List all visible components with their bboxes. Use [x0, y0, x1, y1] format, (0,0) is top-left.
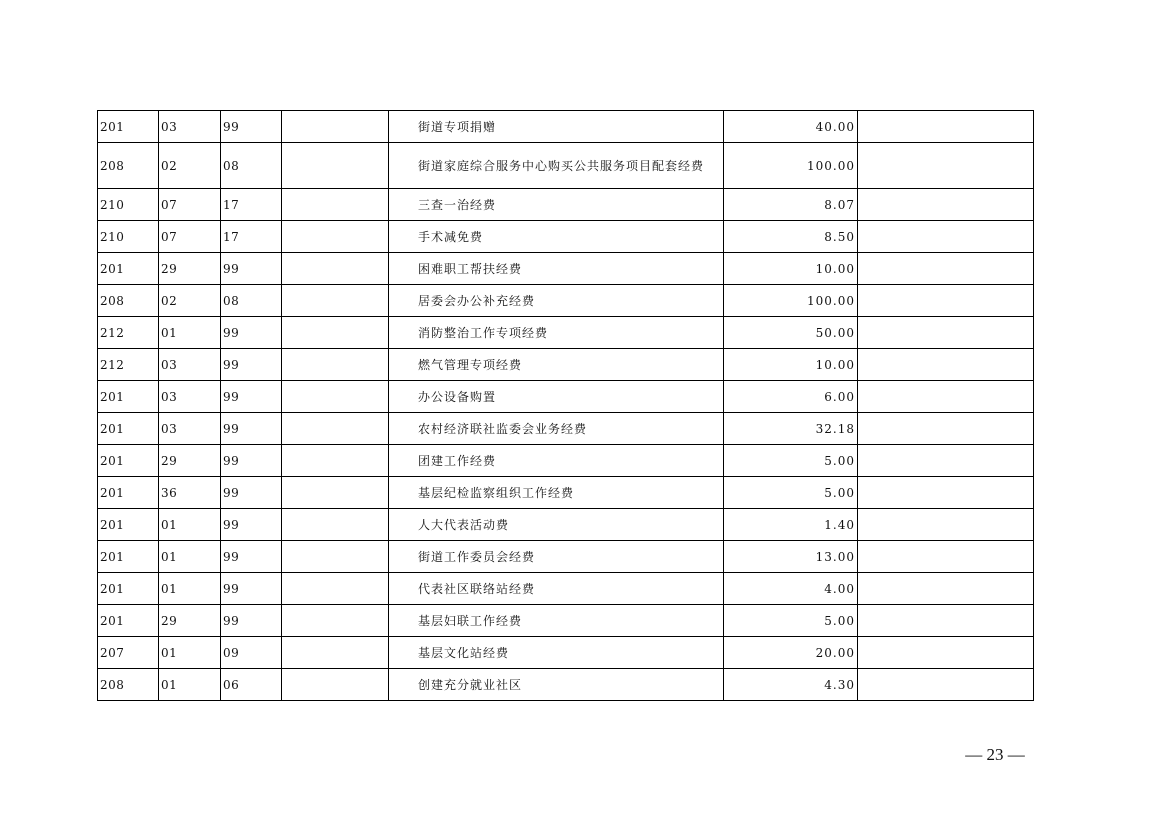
note-cell: [858, 221, 1034, 253]
blank-cell: [282, 189, 389, 221]
item-code-cell: 17: [221, 189, 282, 221]
item-name-cell: 办公设备购置: [389, 381, 724, 413]
blank-cell: [282, 669, 389, 701]
item-code-cell: 99: [221, 509, 282, 541]
blank-cell: [282, 541, 389, 573]
class-code-cell: 201: [98, 541, 159, 573]
amount-cell: 5.00: [724, 477, 858, 509]
item-code-cell: 06: [221, 669, 282, 701]
class-code-cell: 208: [98, 669, 159, 701]
section-code-cell: 01: [159, 541, 221, 573]
blank-cell: [282, 253, 389, 285]
class-code-cell: 201: [98, 477, 159, 509]
note-cell: [858, 285, 1034, 317]
section-code-cell: 01: [159, 317, 221, 349]
note-cell: [858, 509, 1034, 541]
amount-cell: 8.07: [724, 189, 858, 221]
amount-cell: 10.00: [724, 349, 858, 381]
table-row: [98, 413, 1034, 445]
class-code-cell: 201: [98, 111, 159, 143]
budget-table: [97, 110, 1034, 701]
section-code-cell: 02: [159, 285, 221, 317]
item-name-cell: 街道工作委员会经费: [389, 541, 724, 573]
class-code-cell: 210: [98, 221, 159, 253]
blank-cell: [282, 349, 389, 381]
note-cell: [858, 111, 1034, 143]
item-code-cell: 99: [221, 445, 282, 477]
amount-cell: 100.00: [724, 143, 858, 189]
item-code-cell: 09: [221, 637, 282, 669]
blank-cell: [282, 509, 389, 541]
table-row: [98, 509, 1034, 541]
blank-cell: [282, 605, 389, 637]
blank-cell: [282, 381, 389, 413]
table-row: [98, 143, 1034, 189]
section-code-cell: 29: [159, 445, 221, 477]
class-code-cell: 201: [98, 413, 159, 445]
amount-cell: 5.00: [724, 605, 858, 637]
section-code-cell: 07: [159, 189, 221, 221]
blank-cell: [282, 285, 389, 317]
item-code-cell: 99: [221, 253, 282, 285]
item-code-cell: 99: [221, 541, 282, 573]
class-code-cell: 212: [98, 349, 159, 381]
amount-cell: 1.40: [724, 509, 858, 541]
item-code-cell: 08: [221, 143, 282, 189]
class-code-cell: 212: [98, 317, 159, 349]
amount-cell: 50.00: [724, 317, 858, 349]
class-code-cell: 207: [98, 637, 159, 669]
class-code-cell: 201: [98, 445, 159, 477]
note-cell: [858, 637, 1034, 669]
table-row: [98, 445, 1034, 477]
section-code-cell: 01: [159, 509, 221, 541]
class-code-cell: 201: [98, 605, 159, 637]
item-name-cell: 消防整治工作专项经费: [389, 317, 724, 349]
amount-cell: 13.00: [724, 541, 858, 573]
item-code-cell: 99: [221, 605, 282, 637]
note-cell: [858, 381, 1034, 413]
table-row: [98, 253, 1034, 285]
section-code-cell: 03: [159, 381, 221, 413]
table-row: [98, 669, 1034, 701]
note-cell: [858, 317, 1034, 349]
table-row: [98, 541, 1034, 573]
section-code-cell: 03: [159, 111, 221, 143]
item-code-cell: 17: [221, 221, 282, 253]
section-code-cell: 02: [159, 143, 221, 189]
section-code-cell: 03: [159, 349, 221, 381]
blank-cell: [282, 413, 389, 445]
section-code-cell: 01: [159, 669, 221, 701]
item-name-cell: 代表社区联络站经费: [389, 573, 724, 605]
item-name-cell: 农村经济联社监委会业务经费: [389, 413, 724, 445]
item-code-cell: 99: [221, 413, 282, 445]
section-code-cell: 03: [159, 413, 221, 445]
page-number: — 23 —: [965, 745, 1025, 764]
amount-cell: 10.00: [724, 253, 858, 285]
item-code-cell: 99: [221, 477, 282, 509]
item-code-cell: 99: [221, 349, 282, 381]
amount-cell: 32.18: [724, 413, 858, 445]
note-cell: [858, 605, 1034, 637]
note-cell: [858, 477, 1034, 509]
item-name-cell: 基层纪检监察组织工作经费: [389, 477, 724, 509]
item-name-cell: 燃气管理专项经费: [389, 349, 724, 381]
item-name-cell: 居委会办公补充经费: [389, 285, 724, 317]
note-cell: [858, 189, 1034, 221]
item-name-cell: 街道专项捐赠: [389, 111, 724, 143]
class-code-cell: 201: [98, 381, 159, 413]
table-row: [98, 285, 1034, 317]
blank-cell: [282, 317, 389, 349]
item-code-cell: 99: [221, 111, 282, 143]
item-name-cell: 基层妇联工作经费: [389, 605, 724, 637]
amount-cell: 20.00: [724, 637, 858, 669]
note-cell: [858, 143, 1034, 189]
amount-cell: 4.30: [724, 669, 858, 701]
table-row: [98, 349, 1034, 381]
blank-cell: [282, 573, 389, 605]
table-row: [98, 221, 1034, 253]
note-cell: [858, 445, 1034, 477]
item-code-cell: 99: [221, 573, 282, 605]
item-code-cell: 99: [221, 317, 282, 349]
amount-cell: 6.00: [724, 381, 858, 413]
class-code-cell: 201: [98, 573, 159, 605]
item-code-cell: 99: [221, 381, 282, 413]
class-code-cell: 210: [98, 189, 159, 221]
section-code-cell: 07: [159, 221, 221, 253]
class-code-cell: 208: [98, 143, 159, 189]
section-code-cell: 01: [159, 637, 221, 669]
amount-cell: 40.00: [724, 111, 858, 143]
table-row: [98, 189, 1034, 221]
table-row: [98, 605, 1034, 637]
table-row: [98, 381, 1034, 413]
blank-cell: [282, 221, 389, 253]
blank-cell: [282, 637, 389, 669]
table-row: [98, 477, 1034, 509]
blank-cell: [282, 143, 389, 189]
amount-cell: 4.00: [724, 573, 858, 605]
item-name-cell: 困难职工帮扶经费: [389, 253, 724, 285]
item-name-cell: 创建充分就业社区: [389, 669, 724, 701]
table-row: [98, 317, 1034, 349]
amount-cell: 8.50: [724, 221, 858, 253]
blank-cell: [282, 477, 389, 509]
table-row: [98, 637, 1034, 669]
note-cell: [858, 253, 1034, 285]
item-name-cell: 街道家庭综合服务中心购买公共服务项目配套经费: [389, 143, 724, 189]
section-code-cell: 29: [159, 605, 221, 637]
class-code-cell: 201: [98, 509, 159, 541]
section-code-cell: 36: [159, 477, 221, 509]
note-cell: [858, 669, 1034, 701]
item-name-cell: 团建工作经费: [389, 445, 724, 477]
section-code-cell: 01: [159, 573, 221, 605]
note-cell: [858, 541, 1034, 573]
note-cell: [858, 349, 1034, 381]
note-cell: [858, 573, 1034, 605]
amount-cell: 100.00: [724, 285, 858, 317]
item-name-cell: 人大代表活动费: [389, 509, 724, 541]
blank-cell: [282, 445, 389, 477]
item-name-cell: 基层文化站经费: [389, 637, 724, 669]
item-name-cell: 三查一治经费: [389, 189, 724, 221]
table-row: [98, 573, 1034, 605]
blank-cell: [282, 111, 389, 143]
amount-cell: 5.00: [724, 445, 858, 477]
class-code-cell: 201: [98, 253, 159, 285]
item-name-cell: 手术减免费: [389, 221, 724, 253]
class-code-cell: 208: [98, 285, 159, 317]
section-code-cell: 29: [159, 253, 221, 285]
table-row: [98, 111, 1034, 143]
note-cell: [858, 413, 1034, 445]
item-code-cell: 08: [221, 285, 282, 317]
